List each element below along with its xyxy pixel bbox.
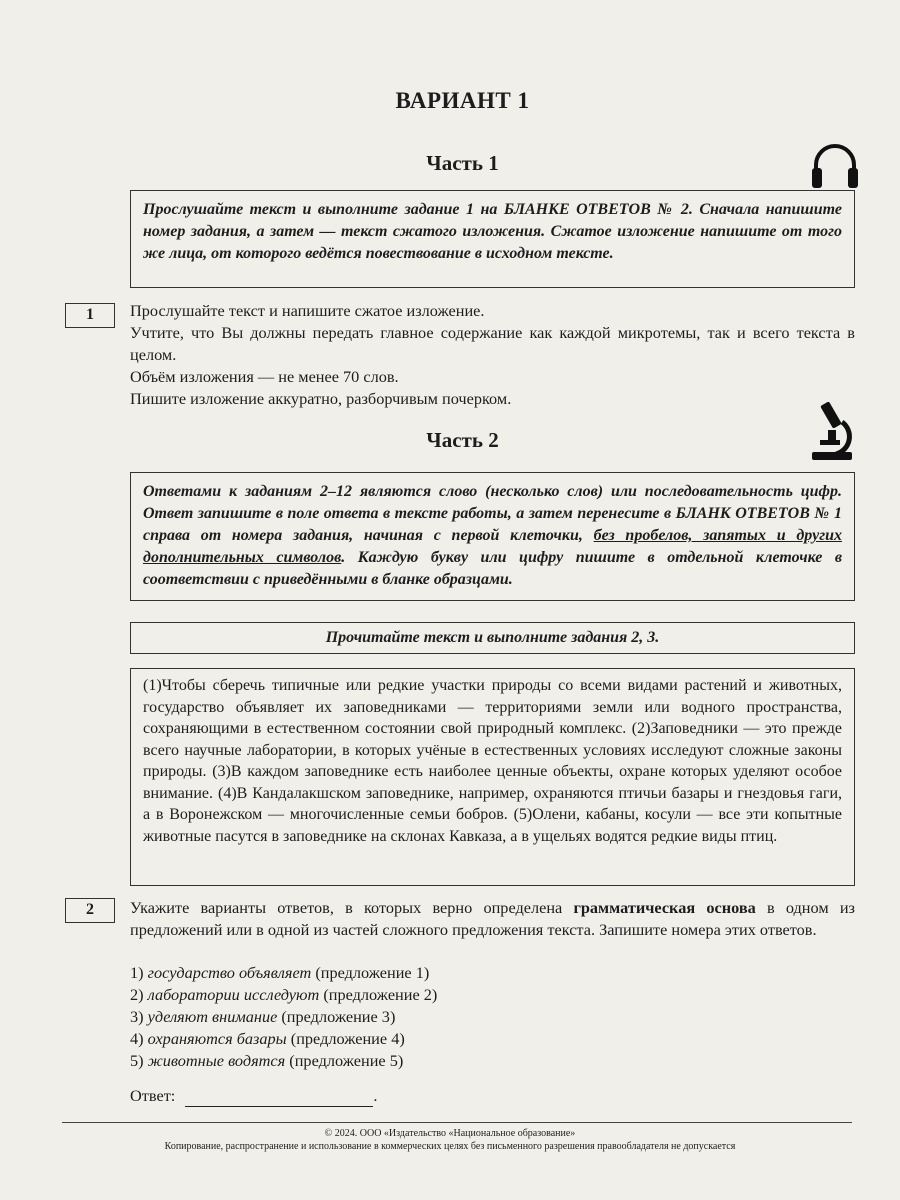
task1-line: Прослушайте текст и напишите сжатое изложение. bbox=[130, 301, 485, 320]
page-title: ВАРИАНТ 1 bbox=[395, 88, 530, 113]
task1-text bbox=[130, 300, 855, 410]
task1-line: Учтите, что Вы должны передать главное содержание как каждой микротемы, так и всего текста в целом. bbox=[130, 323, 855, 364]
footer-copyright: © 2024. ООО «Издательство «Национальное образование» bbox=[324, 1128, 576, 1139]
option-5: 5) животные водятся (предложение 5) bbox=[130, 1051, 404, 1070]
answer-label: Ответ: bbox=[130, 1086, 176, 1105]
read-prompt: Прочитайте текст и выполните задания 2, 3. bbox=[130, 622, 855, 654]
part2-heading: Часть 2 bbox=[426, 428, 499, 452]
instructions-underlined: без пробелов, запятых и других дополнительных символов bbox=[143, 527, 843, 566]
option-4: 4) охраняются базары (предложение 4) bbox=[130, 1029, 405, 1048]
prompt-bold: грамматическая основа bbox=[573, 898, 756, 917]
part1-heading: Часть 1 bbox=[426, 151, 499, 175]
option-3: 3) уделяют внимание (предложение 3) bbox=[130, 1007, 396, 1026]
answer-field[interactable] bbox=[185, 1090, 373, 1107]
option-1: 1) государство объявляет (предложение 1) bbox=[130, 963, 430, 982]
part1-instructions: Прослушайте текст и выполните задание 1 на БЛАНКЕ ОТВЕТОВ № 2. Сначала напишите номер задания, а затем — текст сжатого изложения. Сжатое изложение напишите от того же лица, от которого ведётся повествование в исходном тексте. bbox=[130, 190, 855, 288]
part2-instructions bbox=[130, 472, 855, 601]
instructions-text: . Каждую букву или цифру пишите в отдельной клеточке в соответствии с приведёнными в бланке образцами. bbox=[143, 549, 843, 588]
answer-row: Ответ: . bbox=[130, 1086, 378, 1105]
task-number-1: 1 bbox=[65, 303, 115, 328]
task1-line: Объём изложения — не менее 70 слов. bbox=[130, 367, 399, 386]
footer-divider bbox=[62, 1122, 852, 1123]
headphones-icon bbox=[808, 138, 862, 192]
instructions-text: Ответами к заданиям 2–12 являются слово (несколько слов) или последовательность цифр. Ответ запишите в поле ответа в тексте работы, а затем перенесите в БЛАНК ОТВЕТОВ № 1 справа от номера задания, начиная с первой клеточки, bbox=[143, 483, 842, 544]
task2-options bbox=[130, 962, 855, 1072]
prompt-text: Укажите варианты ответов, в которых верно определена bbox=[130, 898, 574, 917]
task2-prompt bbox=[130, 897, 855, 941]
reading-text: (1)Чтобы сберечь типичные или редкие участки природы со всеми видами растений и животных, государство объявляет их заповедниками — территориями земли или водного пространства, сохраняющими в естественном состоянии свой природный комплекс. (2)Заповедники — это прежде всего научные лаборатории, в которых учёные в естественных условиях исследуют сложные законы природы. (3)В каждом заповеднике есть наиболее ценные объекты, охране которых уделяют особое внимание. (4)В Кандалакшском заповеднике, например, охраняются птичьи базары и гнездовья гаги, а в Воронежском — многочисленные семьи бобров. (5)Олени, кабаны, косули — все эти копытные животные пасутся в заповеднике на склонах Кавказа, а в ущельях водятся редкие виды птиц. bbox=[130, 668, 855, 886]
microscope-icon bbox=[806, 400, 858, 466]
task1-line: Пишите изложение аккуратно, разборчивым почерком. bbox=[130, 389, 512, 408]
prompt-text: в одном из предложений или в одной из частей сложного предложения текста. Запишите номера этих ответов. bbox=[130, 898, 855, 939]
option-2: 2) лаборатории исследуют (предложение 2) bbox=[130, 985, 438, 1004]
footer-notice: Копирование, распространение и использование в коммерческих целях без письменного разрешения правообладателя не допускается bbox=[164, 1141, 736, 1152]
task-number-2: 2 bbox=[65, 898, 115, 923]
